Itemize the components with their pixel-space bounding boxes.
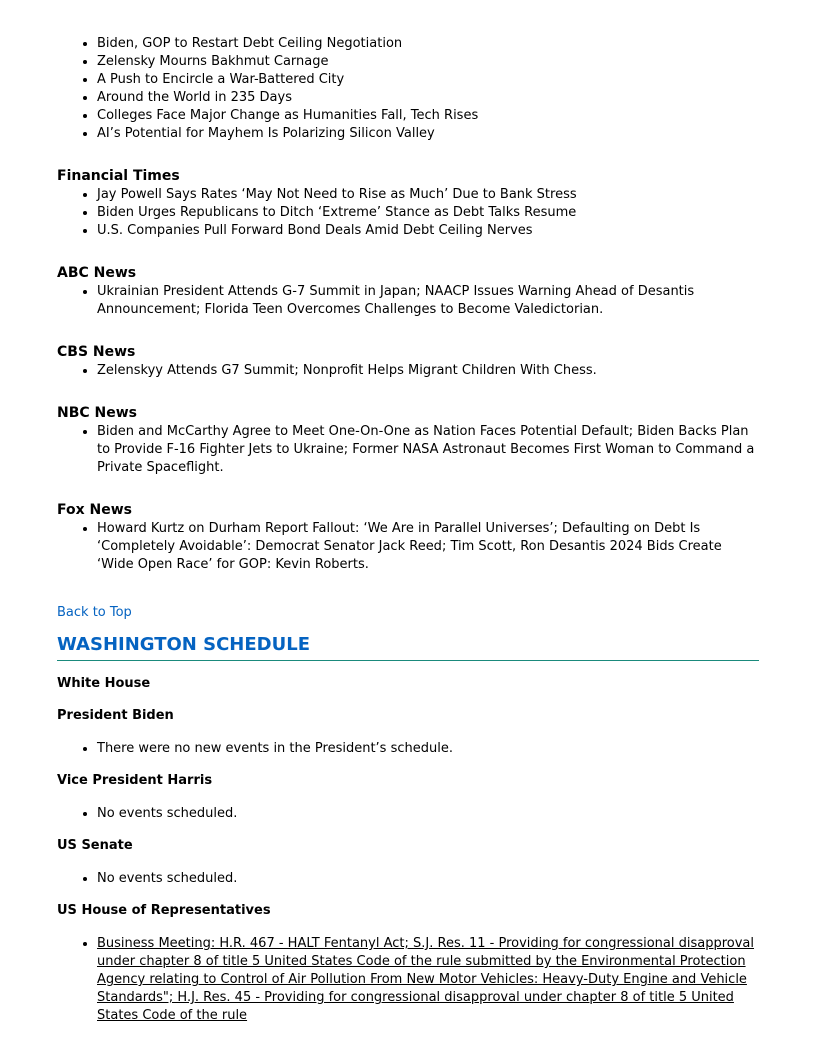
outlet-nbc-news	[57, 404, 759, 477]
list-item: • Biden, GOP to Restart Debt Ceiling Negotiation	[97, 35, 759, 53]
back-to-top-link[interactable]: Back to Top	[57, 605, 132, 620]
schedule-label-vice-president: Vice President Harris	[57, 773, 213, 788]
list-item	[97, 935, 759, 1025]
outlet-title: CBS News	[57, 344, 136, 360]
list-item: • A Push to Encircle a War-Battered City	[97, 71, 759, 89]
list-item: • Zelensky Mourns Bakhmut Carnage	[97, 53, 759, 71]
house-business-meeting-link[interactable]: Business Meeting: H.R. 467 - HALT Fentanyl Act; S.J. Res. 11 - Providing for congressional disapproval under chapter 8 of title 5 United States Code of the rule submitted by the Environmental Protection Agency relating to Control of Air Pollution From New Motor Vehicles: Heavy-Duty Engine and Vehicle Standards"; H.J. Res. 45 - Providing for congressional disapproval under chapter 8 of title 5 United States Code of the rule	[97, 936, 755, 1023]
schedule-label-senate: US Senate	[57, 838, 133, 853]
list-item: • Zelenskyy Attends G7 Summit; Nonprofit Helps Migrant Children With Chess.	[97, 362, 759, 380]
outlet-title: Fox News	[57, 502, 132, 518]
president-schedule-list	[57, 740, 759, 758]
list-item: • No events scheduled.	[97, 805, 759, 823]
senate-schedule-list	[57, 870, 759, 888]
list-item: • Biden and McCarthy Agree to Meet One-On-One as Nation Faces Potential Default; Biden Backs Plan to Provide F-16 Fighter Jets to Ukraine; Former NASA Astronaut Becomes First Woman to Command a Private Spaceflight.	[97, 423, 759, 477]
outlet-abc-news	[57, 264, 759, 319]
outlet-headlines	[57, 283, 759, 319]
vp-schedule-list	[57, 805, 759, 823]
list-item: • No events scheduled.	[97, 870, 759, 888]
top-headlines-list	[57, 0, 759, 143]
house-schedule-list	[57, 935, 759, 1025]
outlet-headlines	[57, 186, 759, 240]
schedule-label-white-house: White House	[57, 676, 151, 691]
list-item: • Biden Urges Republicans to Ditch ‘Extreme’ Stance as Debt Talks Resume	[97, 204, 759, 222]
schedule-label-president: President Biden	[57, 708, 174, 723]
list-item: • Howard Kurtz on Durham Report Fallout: ‘We Are in Parallel Universes’; Defaulting on Debt Is ‘Completely Avoidable’: Democrat Senator Jack Reed; Tim Scott, Ron Desantis 2024 Bids Create ‘Wide Open Race’ for GOP: Kevin Roberts.	[97, 520, 759, 574]
list-item: • There were no new events in the President’s schedule.	[97, 740, 759, 758]
outlet-title: Financial Times	[57, 168, 180, 184]
list-item: • Around the World in 235 Days	[97, 89, 759, 107]
list-item: • U.S. Companies Pull Forward Bond Deals Amid Debt Ceiling Nerves	[97, 222, 759, 240]
outlet-title: NBC News	[57, 405, 138, 421]
outlet-fox-news	[57, 501, 759, 574]
list-item: • AI’s Potential for Mayhem Is Polarizing Silicon Valley	[97, 125, 759, 143]
section-title: WASHINGTON SCHEDULE	[57, 633, 759, 661]
list-item: • Jay Powell Says Rates ‘May Not Need to Rise as Much’ Due to Bank Stress	[97, 186, 759, 204]
list-item: • Ukrainian President Attends G-7 Summit in Japan; NAACP Issues Warning Ahead of Desantis Announcement; Florida Teen Overcomes Challenges to Become Valedictorian.	[97, 283, 759, 319]
outlet-financial-times	[57, 167, 759, 240]
outlet-headlines	[57, 423, 759, 477]
schedule-label-house: US House of Representatives	[57, 903, 271, 918]
list-item: • Colleges Face Major Change as Humanities Fall, Tech Rises	[97, 107, 759, 125]
outlet-title: ABC News	[57, 265, 137, 281]
outlet-headlines	[57, 362, 759, 380]
outlet-cbs-news	[57, 343, 759, 380]
outlet-headlines	[57, 520, 759, 574]
